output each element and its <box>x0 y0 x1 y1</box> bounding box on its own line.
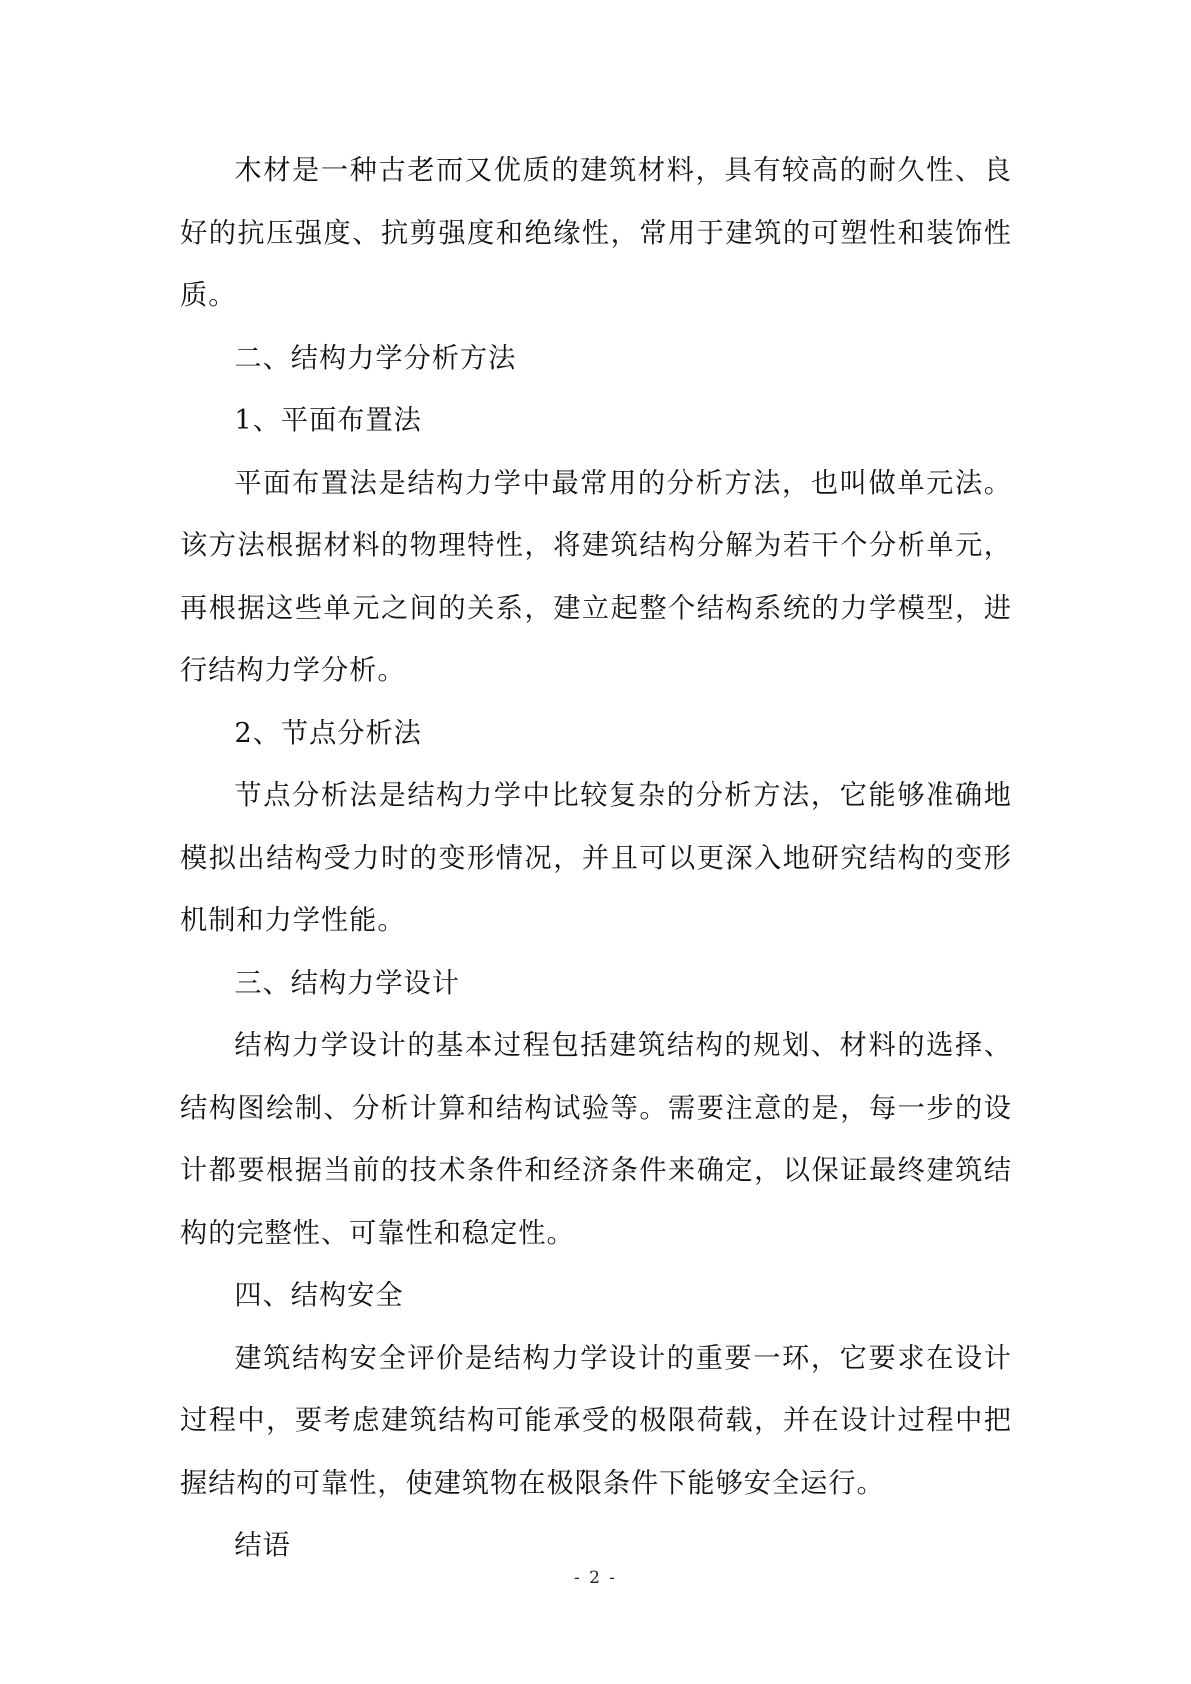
document-body <box>180 140 1012 1578</box>
section-heading-analysis-methods: 二、结构力学分析方法 <box>234 342 517 374</box>
paragraph-plane-layout-method: 平面布置法是结构力学中最常用的分析方法，也叫做单元法。该方法根据材料的物理特性，将建筑结构分解为若干个分析单元，再根据这些单元之间的关系，建立起整个结构系统的力学模型，进行结构力学分析。 <box>180 467 1012 686</box>
paragraph-structural-design: 结构力学设计的基本过程包括建筑结构的规划、材料的选择、结构图绘制、分析计算和结构试验等。需要注意的是，每一步的设计都要根据当前的技术条件和经济条件来确定，以保证最终建筑结构的完整性、可靠性和稳定性。 <box>180 1030 1012 1249</box>
paragraph-node-analysis-method: 节点分析法是结构力学中比较复杂的分析方法，它能够准确地模拟出结构受力时的变形情况，并且可以更深入地研究结构的变形机制和力学性能。 <box>180 780 1012 936</box>
paragraph-structural-safety: 建筑结构安全评价是结构力学设计的重要一环，它要求在设计过程中，要考虑建筑结构可能承受的极限荷载，并在设计过程中把握结构的可靠性，使建筑物在极限条件下能够安全运行。 <box>180 1342 1012 1499</box>
section-heading-structural-safety: 四、结构安全 <box>234 1280 404 1311</box>
paragraph-timber-material: 木材是一种古老而又优质的建筑材料，具有较高的耐久性、良好的抗压强度、抗剪强度和绝缘性，常用于建筑的可塑性和装饰性质。 <box>180 155 1012 311</box>
page-number: - 2 - <box>573 1568 618 1588</box>
subheading-node-analysis-method: 2、节点分析法 <box>234 717 422 749</box>
subheading-plane-layout-method: 1、平面布置法 <box>234 405 422 436</box>
section-heading-conclusion: 结语 <box>234 1530 291 1561</box>
section-heading-structural-design: 三、结构力学设计 <box>234 967 460 999</box>
